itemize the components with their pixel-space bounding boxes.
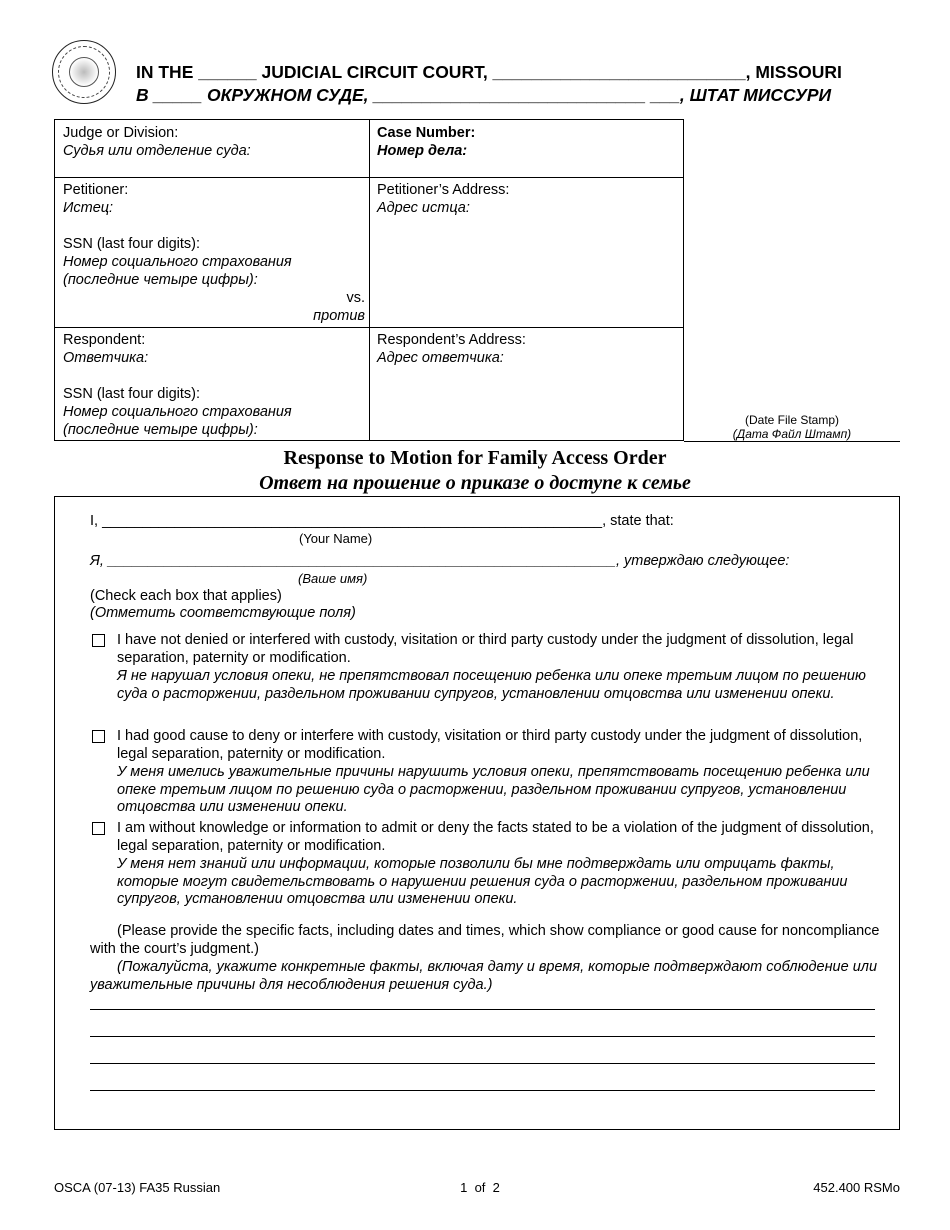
petitioner-ssn-label: SSN (last four digits): [63, 236, 200, 252]
option-2-checkbox[interactable] [92, 730, 105, 743]
check-instruction: (Check each box that applies) [90, 588, 282, 604]
petitioner-ssn-digits-russian: (последние четыре цифры): [63, 272, 258, 288]
document-title: Response to Motion for Family Access Order [283, 447, 667, 469]
facts-line-1[interactable] [90, 1009, 875, 1010]
judge-label: Judge or Division: [63, 125, 179, 141]
respondent-label: Respondent: [63, 332, 146, 348]
stamp-divider [684, 441, 900, 442]
option-2-text: I had good cause to deny or interfere with custody, visitation or third party custody under the judgment of dissolution, legal separation, paternity or modification. [117, 728, 863, 762]
page-number: 1 of 2 [460, 1180, 500, 1195]
petitioner-label: Petitioner: [63, 182, 129, 198]
option-1-text-russian: Я не нарушал условия опеки, не препятствовал посещению ребенка или опеке третьим лицом по решению суда о расторжении, раздельном проживании супругов, установлении отцовства или изменении опеки. [117, 668, 866, 702]
respondent-address-label-russian: Адрес ответчика: [377, 350, 504, 366]
petitioner-label-russian: Истец: [63, 200, 114, 216]
option-1-text: I have not denied or interfered with custody, visitation or third party custody under the judgment of dissolution, legal separation, paternity or modification. [117, 632, 854, 666]
facts-line-2[interactable] [90, 1036, 875, 1037]
respondent-ssn-label: SSN (last four digits): [63, 386, 200, 402]
court-seal [52, 40, 116, 104]
form-identifier: OSCA (07-13) FA35 Russian [54, 1180, 221, 1195]
provide-facts-instruction-russian: (Пожалуйста, укажите конкретные факты, включая дату и время, которые подтверждают соблюдение или уважительные причины для несоблюдения решения суда.) [90, 959, 878, 993]
option-3-checkbox[interactable] [92, 822, 105, 835]
option-2-text-russian: У меня имелись уважительные причины нарушить условия опеки, препятствовать посещению ребенка или опеке третьим лицом по решению суда о расторжении, раздельном проживании супругов, установлении отцовства или изменении опеки. [117, 764, 870, 815]
petitioner-address-label: Petitioner’s Address: [377, 182, 510, 198]
case-caption-table [54, 119, 684, 441]
option-1-checkbox[interactable] [92, 634, 105, 647]
petitioner-address-label-russian: Адрес истца: [377, 200, 470, 216]
option-3-text-russian: У меня нет знаний или информации, которые позволили бы мне подтверждать или отрицать факты, которые могут свидетельствовать о нарушении решения суда о расторжении, раздельном проживании супругов, установлении отцовства или изменении опеки. [117, 856, 848, 907]
court-header-russian: В _____ ОКРУЖНОМ СУДЕ, ____________________________ ___, ШТАТ МИССУРИ [136, 85, 832, 105]
your-name-caption: (Your Name) [299, 531, 373, 546]
statute-reference: 452.400 RSMo [813, 1180, 900, 1195]
name-statement-line-russian[interactable]: Я, _______________________________________________________________, утверждаю следующее: [90, 553, 790, 569]
petitioner-ssn-label-russian: Номер социального страхования [63, 254, 292, 270]
your-name-caption-russian: (Ваше имя) [298, 571, 368, 586]
court-header-english: IN THE ______ JUDICIAL CIRCUIT COURT, __________________________, MISSOURI [136, 62, 842, 82]
check-instruction-russian: (Отметить соответствующие поля) [90, 605, 356, 621]
respondent-ssn-label-russian: Номер социального страхования [63, 404, 292, 420]
document-title-russian: Ответ на прошение о приказе о доступе к семье [259, 472, 691, 494]
versus-label-russian: против [313, 308, 365, 324]
respondent-label-russian: Ответчика: [63, 350, 149, 366]
date-file-stamp-label: (Date File Stamp) [744, 413, 840, 427]
facts-line-4[interactable] [90, 1090, 875, 1091]
case-number-label: Case Number: [377, 125, 476, 141]
respondent-address-label: Respondent’s Address: [377, 332, 526, 348]
versus-label: vs. [346, 290, 365, 306]
date-file-stamp-label-russian: (Дата Файл Штамп) [732, 427, 852, 441]
case-number-label-russian: Номер дела: [377, 143, 468, 159]
option-3-text: I am without knowledge or information to admit or deny the facts stated to be a violation of the judgment of dissolution, legal separation, paternity or modification. [117, 820, 874, 854]
respondent-ssn-digits-russian: (последние четыре цифры): [63, 422, 258, 438]
facts-line-3[interactable] [90, 1063, 875, 1064]
provide-facts-instruction: (Please provide the specific facts, including dates and times, which show compliance or good cause for noncompliance with the court’s judgment.) [90, 923, 880, 957]
judge-label-russian: Судья или отделение суда: [63, 143, 251, 159]
name-statement-line[interactable]: I, ______________________________________________________________, state that: [90, 513, 674, 529]
